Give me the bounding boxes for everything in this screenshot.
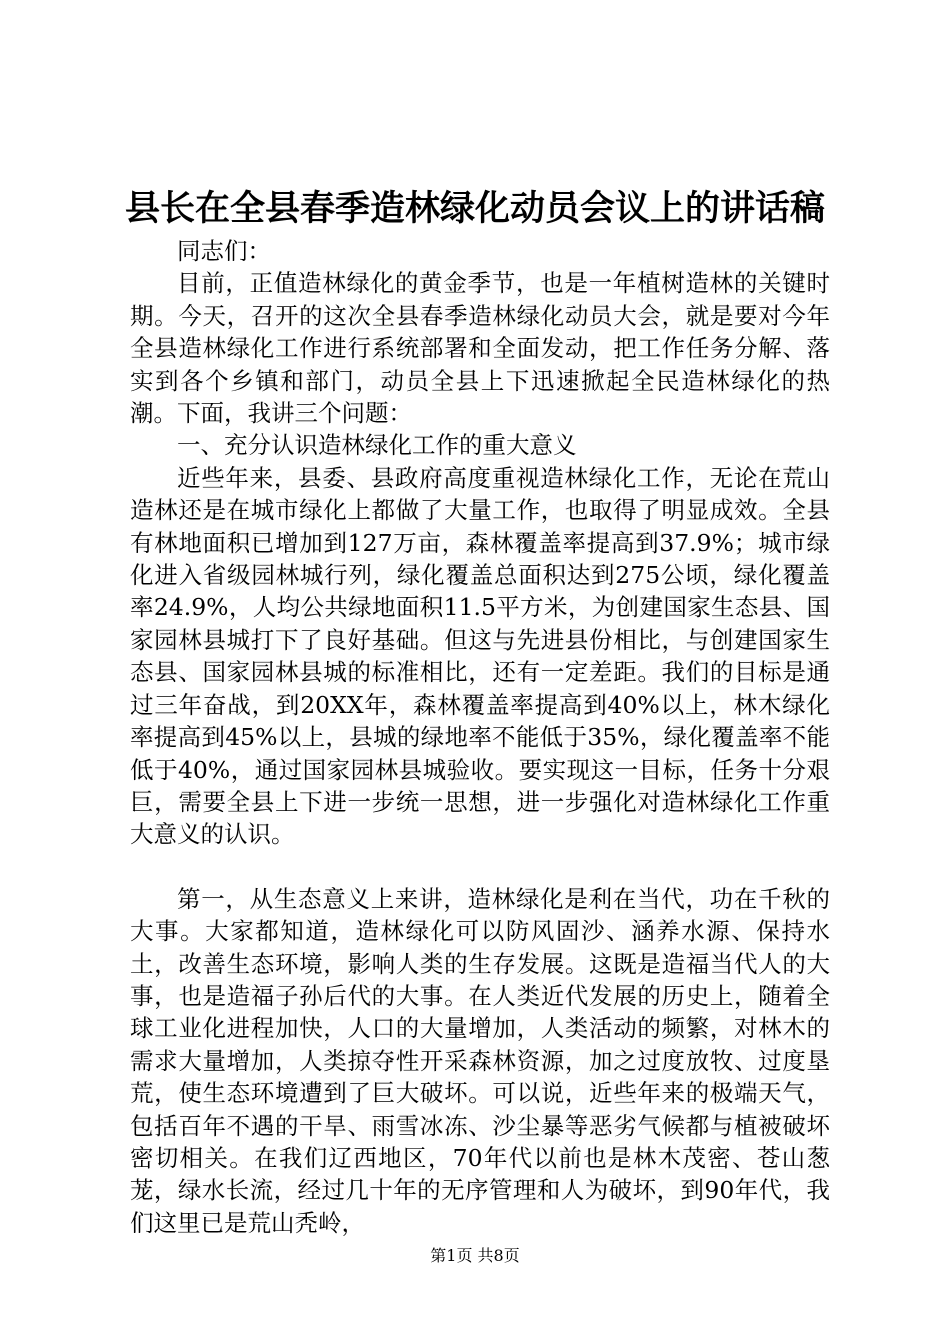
- body-paragraph: 近些年来，县委、县政府高度重视造林绿化工作，无论在荒山造林还是在城市绿化上都做了大量工作，也取得了明显成效。全县有林地面积已增加到127万亩，森林覆盖率提高到37.9%；城市绿化进入省级园林城行列，绿化覆盖总面积达到275公顷，绿化覆盖率24.9%，人均公共绿地面积11.5平方米，为创建国家生态县、国家园林县城打下了良好基础。但这与先进县份相比，与创建国家生态县、国家园林县城的标准相比，还有一定差距。我们的目标是通过三年奋战，到20XX年，森林覆盖率提高到40%以上，林木绿化率提高到45%以上，县城的绿地率不能低于35%，绿化覆盖率不能低于40%，通过国家园林县城验收。要实现这一目标，任务十分艰巨，需要全县上下进一步统一思想，进一步强化对造林绿化工作重大意义的认识。: [130, 463, 830, 849]
- salutation-paragraph: 同志们：: [177, 237, 271, 265]
- document-body: [130, 235, 830, 1239]
- body-paragraph: 第一，从生态意义上来讲，造林绿化是利在当代，功在千秋的大事。大家都知道，造林绿化可以防风固沙、涵养水源、保持水土，改善生态环境，影响人类的生存发展。这既是造福当代人的大事，也是造福子孙后代的大事。在人类近代发展的历史上，随着全球工业化进程加快，人口的大量增加，人类活动的频繁，对林木的需求大量增加，人类掠夺性开采森林资源，加之过度放牧、过度垦荒，使生态环境遭到了巨大破坏。可以说，近些年来的极端天气，包括百年不遇的干旱、雨雪冰冻、沙尘暴等恶劣气候都与植被破坏密切相关。在我们辽西地区，70年代以前也是林木茂密、苍山葱茏，绿水长流，经过几十年的无序管理和人为破坏，到90年代，我们这里已是荒山秃岭，: [130, 884, 830, 1237]
- document-title: 县长在全县春季造林绿化动员会议上的讲话稿: [124, 188, 825, 229]
- intro-paragraph: 目前，正值造林绿化的黄金季节，也是一年植树造林的关键时期。今天，召开的这次全县春季造林绿化动员大会，就是要对今年全县造林绿化工作进行系统部署和全面发动，把工作任务分解、落实到各个乡镇和部门，动员全县上下迅速掀起全民造林绿化的热潮。下面，我讲三个问题：: [130, 269, 830, 428]
- section-heading: 一、充分认识造林绿化工作的重大意义: [177, 431, 577, 460]
- page-number-footer: 第1页 共8页: [430, 1246, 520, 1265]
